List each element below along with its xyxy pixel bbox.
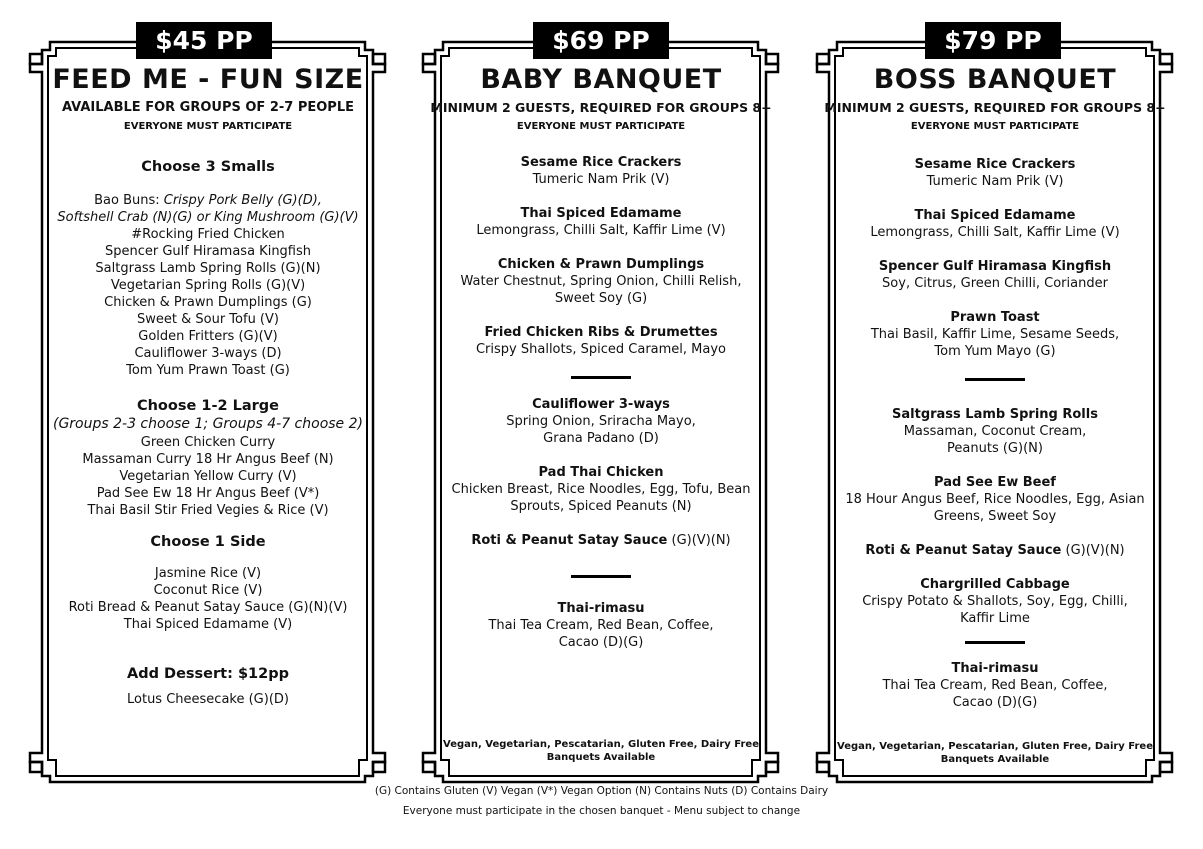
menu-panel-boss-banquet <box>807 0 1183 790</box>
menu-item: Saltgrass Lamb Spring Rolls (G)(N) <box>95 261 321 276</box>
dish-description: Sprouts, Spiced Peanuts (N) <box>510 499 692 514</box>
panel-title: FEED ME - FUN SIZE <box>52 64 364 95</box>
menu-item: Jasmine Rice (V) <box>154 566 262 581</box>
menu-item: Green Chicken Curry <box>140 435 276 450</box>
dish-chargrilled-cabbage <box>807 576 1183 627</box>
section-divider <box>965 641 1025 644</box>
menu-item: Lotus Cheesecake (G)(D) <box>127 692 289 707</box>
dish-name: Thai Spiced Edamame <box>520 206 682 221</box>
dish-description: Tumeric Nam Prik (V) <box>926 174 1064 189</box>
dish-name: Roti & Peanut Satay Sauce <box>865 543 1062 558</box>
dish-name: Fried Chicken Ribs & Drumettes <box>484 325 718 340</box>
dish-lamb-spring-rolls <box>807 406 1183 457</box>
dish-description: Cacao (D)(G) <box>558 635 644 650</box>
menu-disclaimer: Everyone must participate in the chosen banquet - Menu subject to change <box>402 805 801 817</box>
dish-name: Cauliflower 3-ways <box>532 397 670 412</box>
panel-title: BABY BANQUET <box>480 64 722 95</box>
dish-roti-peanut-satay <box>413 532 789 549</box>
panel-title: BOSS BANQUET <box>873 64 1117 95</box>
dish-description: Cacao (D)(G) <box>952 695 1038 710</box>
dish-description: Tom Yum Mayo (G) <box>934 344 1056 359</box>
price-badge: $79 PP <box>925 22 1061 59</box>
menu-item: Vegetarian Yellow Curry (V) <box>119 469 297 484</box>
menu-item: Thai Basil Stir Fried Vegies & Rice (V) <box>87 503 329 518</box>
price-badge: $69 PP <box>533 22 669 59</box>
dessert-section <box>20 665 396 708</box>
menu-item: Pad See Ew 18 Hr Angus Beef (V*) <box>96 486 320 501</box>
dish-description: Greens, Sweet Soy <box>933 509 1057 524</box>
dish-name: Thai-rimasu <box>951 661 1039 676</box>
dish-name: Chicken & Prawn Dumplings <box>497 257 705 272</box>
dish-description: Peanuts (G)(N) <box>947 441 1043 456</box>
dish-cauliflower-3-ways <box>413 396 789 447</box>
menu-item: Cauliflower 3-ways (D) <box>134 346 282 361</box>
dish-description: Thai Tea Cream, Red Bean, Coffee, <box>488 618 714 633</box>
dish-description: Grana Padano (D) <box>543 431 659 446</box>
side-section <box>20 533 396 633</box>
dish-description: 18 Hour Angus Beef, Rice Noodles, Egg, Asian <box>845 492 1145 507</box>
dish-description: Sweet Soy (G) <box>554 291 648 306</box>
menu-item: Sweet & Sour Tofu (V) <box>137 312 279 327</box>
dish-name: Roti & Peanut Satay Sauce <box>471 533 668 548</box>
dish-name: Spencer Gulf Hiramasa Kingfish <box>878 259 1112 274</box>
dish-description: Massaman, Coconut Cream, <box>903 424 1087 439</box>
dish-description: Kaffir Lime <box>960 611 1030 626</box>
smalls-section <box>20 158 396 379</box>
menu-item: Massaman Curry 18 Hr Angus Beef (N) <box>82 452 334 467</box>
menu-item: Coconut Rice (V) <box>153 583 263 598</box>
dish-description: Soy, Citrus, Green Chilli, Coriander <box>882 276 1108 291</box>
dish-description: Tumeric Nam Prik (V) <box>532 172 670 187</box>
dish-name: Chargrilled Cabbage <box>920 577 1070 592</box>
dish-roti-peanut-satay <box>807 542 1183 559</box>
section-heading: Choose 1 Side <box>150 534 266 550</box>
panel-subtitle: MINIMUM 2 GUESTS, REQUIRED FOR GROUPS 8+ <box>824 100 1166 115</box>
dish-description: Lemongrass, Chilli Salt, Kaffir Lime (V) <box>870 225 1120 240</box>
menu-item-bao-options: Softshell Crab (N)(G) or King Mushroom (G)(V) <box>57 210 359 225</box>
dish-name: Pad Thai Chicken <box>538 465 664 480</box>
dietary-legend: (G) Contains Gluten (V) Vegan (V*) Vegan Option (N) Contains Nuts (D) Contains Dairy <box>374 785 829 797</box>
section-divider <box>571 575 631 578</box>
dish-sesame-rice-crackers <box>807 156 1183 190</box>
dietary-banquets-note: Vegan, Vegetarian, Pescatarian, Gluten Free, Dairy Free Banquets Available <box>837 741 1153 765</box>
dish-pad-see-ew-beef <box>807 474 1183 525</box>
menu-item: Roti Bread & Peanut Satay Sauce (G)(N)(V) <box>68 600 348 615</box>
dish-name: Thai Spiced Edamame <box>914 208 1076 223</box>
section-divider <box>965 378 1025 381</box>
menu-item: Chicken & Prawn Dumplings (G) <box>104 295 312 310</box>
participation-note: EVERYONE MUST PARTICIPATE <box>910 121 1080 132</box>
menu-item: Tom Yum Prawn Toast (G) <box>126 363 290 378</box>
section-heading: Choose 1-2 Large <box>136 398 280 414</box>
section-subheading: (Groups 2-3 choose 1; Groups 4-7 choose 2) <box>52 416 363 432</box>
menu-item: Golden Fritters (G)(V) <box>138 329 278 344</box>
dish-description: Spring Onion, Sriracha Mayo, <box>506 414 696 429</box>
dish-name: Saltgrass Lamb Spring Rolls <box>892 407 1098 422</box>
dish-description: Thai Basil, Kaffir Lime, Sesame Seeds, <box>870 327 1120 342</box>
menu-item: Vegetarian Spring Rolls (G)(V) <box>110 278 306 293</box>
dish-name: Pad See Ew Beef <box>934 475 1056 490</box>
menu-item-bao: Bao Buns: Crispy Pork Belly (G)(D), <box>94 193 322 208</box>
dish-name: Thai-rimasu <box>557 601 645 616</box>
dish-name: Sesame Rice Crackers <box>914 157 1076 172</box>
dish-thai-rimasu <box>413 600 789 651</box>
section-heading: Choose 3 Smalls <box>141 159 275 175</box>
section-heading: Add Dessert: $12pp <box>127 666 289 682</box>
dish-name: Sesame Rice Crackers <box>520 155 682 170</box>
dish-name: Prawn Toast <box>950 310 1040 325</box>
dish-pad-thai-chicken <box>413 464 789 515</box>
dish-description: Lemongrass, Chilli Salt, Kaffir Lime (V) <box>476 223 726 238</box>
section-divider <box>571 376 631 379</box>
dish-thai-spiced-edamame <box>807 207 1183 241</box>
dish-sesame-rice-crackers <box>413 154 789 188</box>
dish-description: Crispy Shallots, Spiced Caramel, Mayo <box>475 342 727 357</box>
participation-note: EVERYONE MUST PARTICIPATE <box>123 121 293 132</box>
dietary-tags: (G)(V)(N) <box>667 533 731 548</box>
participation-note: EVERYONE MUST PARTICIPATE <box>516 121 686 132</box>
dish-hiramasa-kingfish <box>807 258 1183 292</box>
price-badge: $45 PP <box>136 22 272 59</box>
panel-subtitle: MINIMUM 2 GUESTS, REQUIRED FOR GROUPS 8+ <box>430 100 772 115</box>
dish-prawn-toast <box>807 309 1183 360</box>
dietary-banquets-note: Vegan, Vegetarian, Pescatarian, Gluten Free, Dairy Free Banquets Available <box>443 739 759 763</box>
dish-description: Thai Tea Cream, Red Bean, Coffee, <box>882 678 1108 693</box>
menu-item: Spencer Gulf Hiramasa Kingfish <box>104 244 312 259</box>
dietary-tags: (G)(V)(N) <box>1061 543 1125 558</box>
menu-item: Thai Spiced Edamame (V) <box>123 617 293 632</box>
dish-thai-spiced-edamame <box>413 205 789 239</box>
dish-description: Water Chestnut, Spring Onion, Chilli Relish, <box>460 274 742 289</box>
dish-thai-rimasu <box>807 660 1183 711</box>
dish-fried-chicken-ribs <box>413 324 789 358</box>
menu-panel-baby-banquet <box>413 0 789 790</box>
dish-description: Chicken Breast, Rice Noodles, Egg, Tofu, Bean <box>451 482 751 497</box>
dish-chicken-prawn-dumplings <box>413 256 789 307</box>
dish-description: Crispy Potato & Shallots, Soy, Egg, Chilli, <box>862 594 1128 609</box>
panel-subtitle: AVAILABLE FOR GROUPS OF 2-7 PEOPLE <box>62 100 354 115</box>
menu-item: #Rocking Fried Chicken <box>131 227 285 242</box>
menu-panel-feed-me <box>20 0 396 790</box>
large-section <box>20 397 396 519</box>
